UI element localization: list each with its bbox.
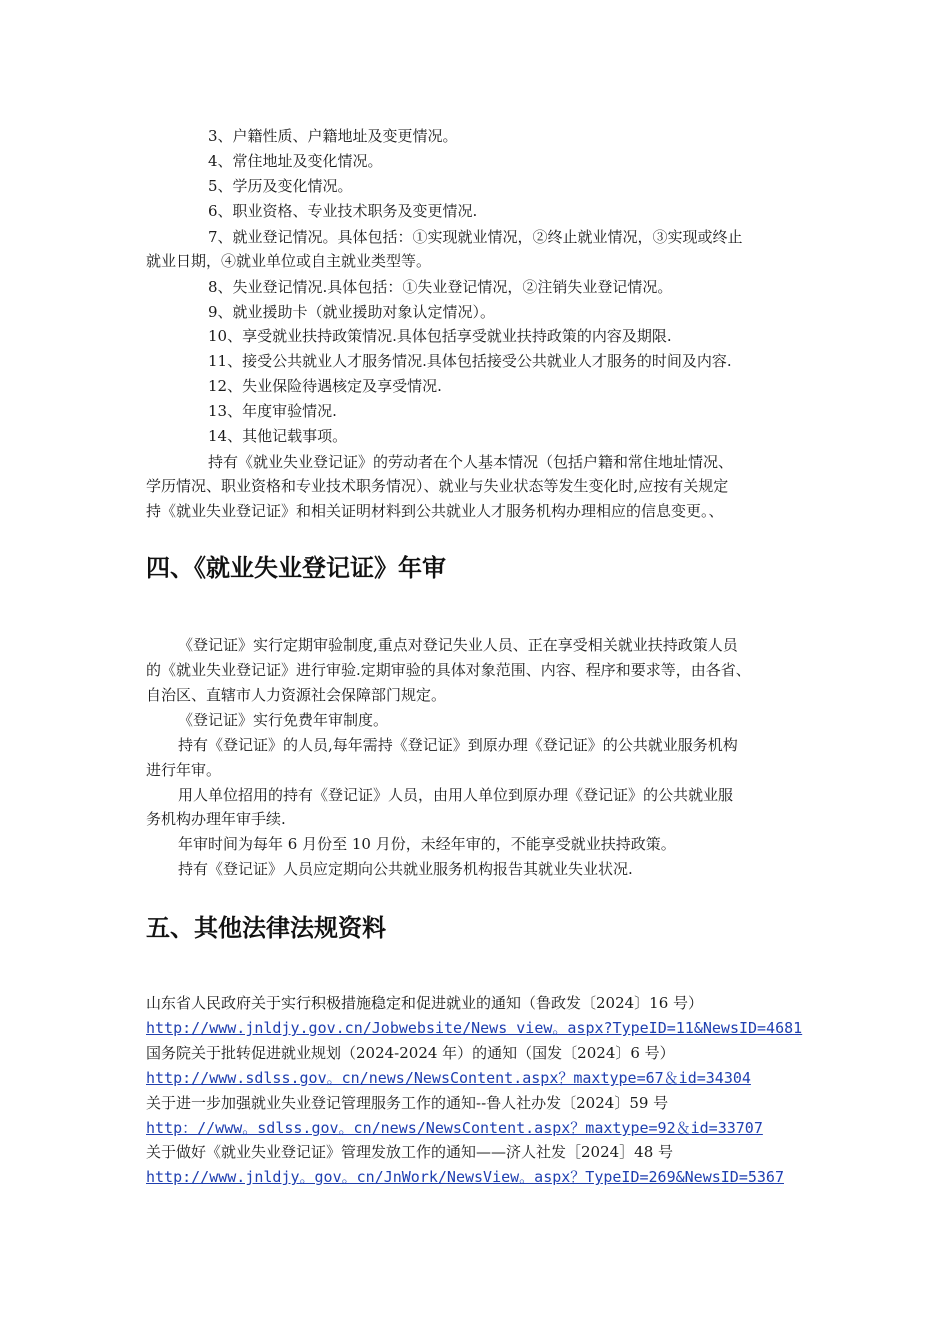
annual-review-p4-line1: 用人单位招用的持有《登记证》人员，由用人单位到原办理《登记证》的公共就业服 [178,786,734,804]
list-item-7-line1: 7、就业登记情况。具体包括：①实现就业情况，②终止就业情况，③实现或终止 [208,228,743,246]
reference-link[interactable]: http://www.jnldjy。gov。cn/JnWork/NewsView。aspx？TypeID=269&NewsID=5367 [146,1168,784,1186]
annual-review-p1-line2: 的《就业失业登记证》进行审验.定期审验的具体对象范围、内容、程序和要求等，由各省、 [146,661,751,679]
list-item-5: 5、学历及变化情况。 [208,177,353,195]
annual-review-p2: 《登记证》实行免费年审制度。 [178,711,389,729]
list-item-9: 9、就业援助卡（就业援助对象认定情况）。 [208,303,496,321]
reference-link[interactable]: http：//www。sdlss.gov。cn/news/NewsContent.aspx？maxtype=92＆id=33707 [146,1119,763,1137]
annual-review-p1-line3: 自治区、直辖市人力资源社会保障部门规定。 [146,686,447,704]
section-4-heading: 四、《就业失业登记证》年审 [146,554,446,582]
list-item-3: 3、户籍性质、户籍地址及变更情况。 [208,127,458,145]
reference-title: 山东省人民政府关于实行积极措施稳定和促进就业的通知（鲁政发〔2024〕16 号） [146,994,704,1012]
change-paragraph-line3: 持《就业失业登记证》和相关证明材料到公共就业人才服务机构办理相应的信息变更。、 [146,502,724,520]
list-item-12: 12、失业保险待遇核定及享受情况. [208,377,442,395]
reference-link[interactable]: http://www.sdlss.gov。cn/news/NewsContent.aspx？maxtype=67＆id=34304 [146,1069,751,1087]
annual-review-p6: 持有《登记证》人员应定期向公共就业服务机构报告其就业失业状况. [178,860,633,878]
change-paragraph-line1: 持有《就业失业登记证》的劳动者在个人基本情况（包括户籍和常住地址情况、 [208,453,734,471]
annual-review-p3-line1: 持有《登记证》的人员,每年需持《登记证》到原办理《登记证》的公共就业服务机构 [178,736,738,754]
annual-review-p5: 年审时间为每年 6 月份至 10 月份，未经年审的，不能享受就业扶持政策。 [178,835,676,853]
reference-title: 关于做好《就业失业登记证》管理发放工作的通知——济人社发［2024］48 号 [146,1143,674,1161]
reference-title: 国务院关于批转促进就业规划（2024-2024 年）的通知（国发〔2024〕6 号） [146,1044,675,1062]
list-item-10: 10、享受就业扶持政策情况.具体包括享受就业扶持政策的内容及期限. [208,327,672,345]
list-item-7-line2: 就业日期，④就业单位或自主就业类型等。 [146,252,432,270]
annual-review-p1-line1: 《登记证》实行定期审验制度,重点对登记失业人员、正在享受相关就业扶持政策人员 [178,636,738,654]
list-item-11: 11、接受公共就业人才服务情况.具体包括接受公共就业人才服务的时间及内容. [208,352,732,370]
annual-review-p4-line2: 务机构办理年审手续. [146,810,286,828]
reference-title: 关于进一步加强就业失业登记管理服务工作的通知--鲁人社办发〔2024〕59 号 [146,1094,669,1112]
reference-link[interactable]: http://www.jnldjy.gov.cn/Jobwebsite/News view。aspx?TypeID=11&NewsID=4681 [146,1019,803,1037]
list-item-14: 14、其他记载事项。 [208,427,348,445]
list-item-4: 4、常住地址及变化情况。 [208,152,383,170]
list-item-13: 13、年度审验情况. [208,402,337,420]
list-item-6: 6、职业资格、专业技术职务及变更情况. [208,202,478,220]
annual-review-p3-line2: 进行年审。 [146,761,222,779]
section-5-heading: 五、其他法律法规资料 [146,914,386,942]
change-paragraph-line2: 学历情况、职业资格和专业技术职务情况）、就业与失业状态等发生变化时,应按有关规定 [146,477,729,495]
list-item-8: 8、失业登记情况.具体包括：①失业登记情况，②注销失业登记情况。 [208,278,673,296]
